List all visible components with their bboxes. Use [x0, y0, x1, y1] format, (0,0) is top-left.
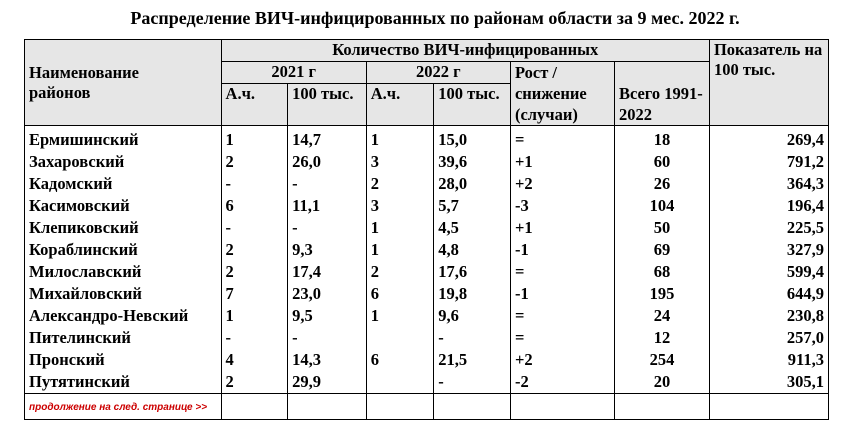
abs-2022-cell: 6	[366, 283, 434, 305]
district-cell: Клепиковский	[25, 217, 222, 239]
growth-cell: -3	[510, 195, 614, 217]
continuation-empty-cell	[614, 394, 709, 420]
rate-cell: 911,3	[709, 349, 828, 371]
rate-2021-cell: 29,9	[288, 371, 367, 394]
table-row	[25, 283, 829, 305]
table-row	[25, 239, 829, 261]
header-rate: Показатель на 100 тыс.	[709, 40, 828, 126]
total-cell: 60	[614, 151, 709, 173]
rate-2021-cell: 23,0	[288, 283, 367, 305]
header-per100k-2022: 100 тыс.	[434, 84, 511, 126]
rate-2021-cell: -	[288, 327, 367, 349]
rate-2022-cell: 5,7	[434, 195, 511, 217]
district-cell: Александро-Невский	[25, 305, 222, 327]
rate-cell: 305,1	[709, 371, 828, 394]
abs-2021-cell: -	[221, 217, 288, 239]
rate-cell: 257,0	[709, 327, 828, 349]
growth-cell: =	[510, 126, 614, 152]
district-cell: Пронский	[25, 349, 222, 371]
continuation-empty-cell	[288, 394, 367, 420]
abs-2022-cell	[366, 327, 434, 349]
district-cell: Михайловский	[25, 283, 222, 305]
continuation-empty-cell	[510, 394, 614, 420]
growth-cell: =	[510, 261, 614, 283]
abs-2022-cell: 2	[366, 261, 434, 283]
abs-2022-cell: 1	[366, 239, 434, 261]
total-cell: 69	[614, 239, 709, 261]
total-cell: 50	[614, 217, 709, 239]
abs-2021-cell: 2	[221, 371, 288, 394]
table-body	[25, 126, 829, 420]
rate-2022-cell: -	[434, 327, 511, 349]
rate-2022-cell: 9,6	[434, 305, 511, 327]
district-cell: Кораблинский	[25, 239, 222, 261]
continuation-empty-cell	[709, 394, 828, 420]
total-cell: 18	[614, 126, 709, 152]
header-total: Всего 1991-2022	[614, 62, 709, 126]
header-district: Наименование районов	[25, 40, 222, 126]
abs-2021-cell: -	[221, 327, 288, 349]
rate-2021-cell: -	[288, 217, 367, 239]
rate-cell: 225,5	[709, 217, 828, 239]
growth-cell: +2	[510, 349, 614, 371]
total-cell: 24	[614, 305, 709, 327]
header-year-2021: 2021 г	[221, 62, 366, 84]
continuation-row	[25, 394, 829, 420]
total-cell: 254	[614, 349, 709, 371]
rate-2022-cell: 15,0	[434, 126, 511, 152]
rate-2021-cell: -	[288, 173, 367, 195]
total-cell: 20	[614, 371, 709, 394]
total-cell: 104	[614, 195, 709, 217]
total-cell: 68	[614, 261, 709, 283]
rate-2022-cell: -	[434, 371, 511, 394]
rate-cell: 327,9	[709, 239, 828, 261]
rate-cell: 644,9	[709, 283, 828, 305]
growth-cell: =	[510, 305, 614, 327]
rate-2022-cell: 21,5	[434, 349, 511, 371]
growth-cell: +1	[510, 217, 614, 239]
rate-2021-cell: 11,1	[288, 195, 367, 217]
abs-2021-cell: 2	[221, 239, 288, 261]
table-row	[25, 327, 829, 349]
table-row	[25, 371, 829, 394]
abs-2021-cell: 6	[221, 195, 288, 217]
abs-2022-cell	[366, 371, 434, 394]
header-abs-2022: А.ч.	[366, 84, 434, 126]
total-cell: 195	[614, 283, 709, 305]
district-cell: Касимовский	[25, 195, 222, 217]
continuation-cell	[25, 394, 222, 420]
table-row	[25, 195, 829, 217]
growth-cell: -1	[510, 283, 614, 305]
rate-cell: 196,4	[709, 195, 828, 217]
total-cell: 12	[614, 327, 709, 349]
district-cell: Милославский	[25, 261, 222, 283]
table-row	[25, 305, 829, 327]
abs-2021-cell: -	[221, 173, 288, 195]
rate-cell: 364,3	[709, 173, 828, 195]
rate-cell: 269,4	[709, 126, 828, 152]
rate-2021-cell: 9,5	[288, 305, 367, 327]
district-cell: Кадомский	[25, 173, 222, 195]
rate-2021-cell: 14,3	[288, 349, 367, 371]
rate-2021-cell: 14,7	[288, 126, 367, 152]
hiv-table	[24, 39, 829, 420]
rate-2022-cell: 19,8	[434, 283, 511, 305]
rate-cell: 599,4	[709, 261, 828, 283]
rate-2021-cell: 17,4	[288, 261, 367, 283]
continuation-empty-cell	[221, 394, 288, 420]
abs-2022-cell: 3	[366, 151, 434, 173]
district-cell: Ермишинский	[25, 126, 222, 152]
rate-2022-cell: 17,6	[434, 261, 511, 283]
abs-2022-cell: 2	[366, 173, 434, 195]
continuation-link[interactable]: продолжение на след. странице >>	[29, 402, 208, 413]
district-cell: Путятинский	[25, 371, 222, 394]
continuation-empty-cell	[366, 394, 434, 420]
rate-2021-cell: 9,3	[288, 239, 367, 261]
header-per100k-2021: 100 тыс.	[288, 84, 367, 126]
abs-2022-cell: 1	[366, 217, 434, 239]
abs-2022-cell: 1	[366, 305, 434, 327]
table-row	[25, 151, 829, 173]
header-year-2022: 2022 г	[366, 62, 510, 84]
abs-2022-cell: 6	[366, 349, 434, 371]
rate-2021-cell: 26,0	[288, 151, 367, 173]
growth-cell: -2	[510, 371, 614, 394]
table-row	[25, 217, 829, 239]
growth-cell: +1	[510, 151, 614, 173]
rate-2022-cell: 4,5	[434, 217, 511, 239]
rate-cell: 791,2	[709, 151, 828, 173]
header-growth: Рост / снижение (случаи)	[510, 62, 614, 126]
table-row	[25, 349, 829, 371]
abs-2021-cell: 2	[221, 151, 288, 173]
total-cell: 26	[614, 173, 709, 195]
table-row	[25, 261, 829, 283]
abs-2021-cell: 2	[221, 261, 288, 283]
district-cell: Пителинский	[25, 327, 222, 349]
abs-2021-cell: 1	[221, 305, 288, 327]
growth-cell: -1	[510, 239, 614, 261]
page-title: Распределение ВИЧ-инфицированных по районам области за 9 мес. 2022 г.	[130, 8, 740, 28]
rate-2022-cell: 4,8	[434, 239, 511, 261]
rate-cell: 230,8	[709, 305, 828, 327]
header-abs-2021: А.ч.	[221, 84, 288, 126]
abs-2022-cell: 3	[366, 195, 434, 217]
growth-cell: +2	[510, 173, 614, 195]
table-row	[25, 126, 829, 152]
rate-2022-cell: 28,0	[434, 173, 511, 195]
abs-2021-cell: 4	[221, 349, 288, 371]
rate-2022-cell: 39,6	[434, 151, 511, 173]
continuation-empty-cell	[434, 394, 511, 420]
district-cell: Захаровский	[25, 151, 222, 173]
table-row	[25, 173, 829, 195]
abs-2022-cell: 1	[366, 126, 434, 152]
header-count-group: Количество ВИЧ-инфицированных	[221, 40, 709, 62]
abs-2021-cell: 7	[221, 283, 288, 305]
growth-cell: =	[510, 327, 614, 349]
abs-2021-cell: 1	[221, 126, 288, 152]
